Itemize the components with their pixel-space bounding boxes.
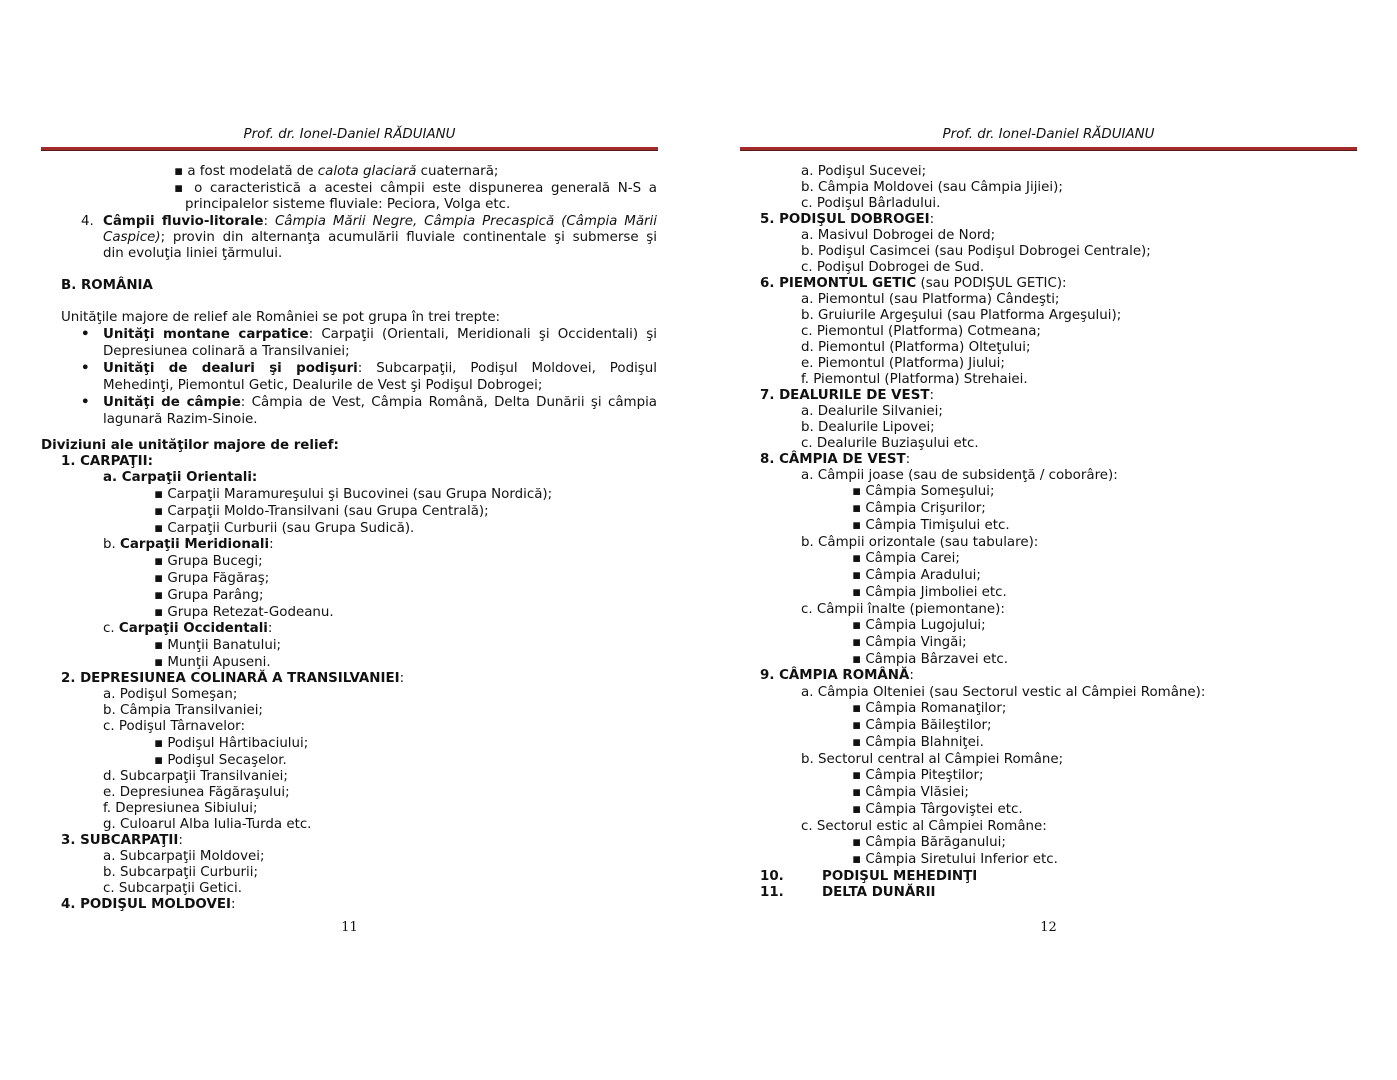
list-item: ▪ Grupa Retezat-Godeanu. <box>154 605 334 620</box>
d10-number: 10. <box>760 869 784 884</box>
list-item: ▪ Câmpia Jimboliei etc. <box>852 585 1007 600</box>
d2-title: 2. DEPRESIUNEA COLINARĂ A TRANSILVANIEI: <box>61 671 405 686</box>
list-item: c. Subcarpaţii Getici. <box>103 881 243 896</box>
list-item: d. Subcarpaţii Transilvaniei; <box>103 769 288 784</box>
d8b-title: b. Câmpii orizontale (sau tabulare): <box>801 535 1039 550</box>
step-2-line2: Mehedinţi, Piemontul Getic, Dealurile de Vest şi Podişul Dobrogei; <box>103 378 543 393</box>
list-item: ▪ Câmpia Crişurilor; <box>852 501 986 516</box>
d4-title: 4. PODIŞUL MOLDOVEI: <box>61 897 236 912</box>
list-item: ▪ Câmpia Lugojului; <box>852 618 986 633</box>
item4-number: 4. <box>81 214 94 229</box>
list-item: ▪ Podişul Secaşelor. <box>154 753 287 768</box>
item4-line1: Câmpii fluvio-litorale: Câmpia Mării Negre, Câmpia Precaspică (Câmpia Mării <box>103 214 657 229</box>
d9c-title: c. Sectorul estic al Câmpiei Române: <box>801 819 1047 834</box>
list-item: a. Podişul Sucevei; <box>801 164 927 179</box>
list-item: ▪ Câmpia Bârzavei etc. <box>852 652 1008 667</box>
list-item: b. Câmpia Transilvaniei; <box>103 703 263 718</box>
steps-intro: Unităţile majore de relief ale României se pot grupa în trei trepte: <box>61 310 501 325</box>
list-item: a. Podişul Someşan; <box>103 687 238 702</box>
list-item: b. Câmpia Moldovei (sau Câmpia Jijiei); <box>801 180 1063 195</box>
step-bullet: • <box>81 395 90 410</box>
intro-bullet-2: ▪ o caracteristică a acestei câmpii este dispunerea generală N-S a <box>174 181 657 196</box>
list-item: b. Gruiurile Argeşului (sau Platforma Argeşului); <box>801 308 1122 323</box>
page-number: 11 <box>341 920 358 935</box>
list-item: ▪ Câmpia Vlăsiei; <box>852 785 969 800</box>
list-item: ▪ Câmpia Piteştilor; <box>852 768 984 783</box>
item4-line3: din evoluţia liniei ţărmului. <box>103 246 283 261</box>
step-bullet: • <box>81 361 90 376</box>
d8-title: 8. CÂMPIA DE VEST: <box>760 452 911 467</box>
list-item: b. Subcarpaţii Curburii; <box>103 865 259 880</box>
d11-title: DELTA DUNĂRII <box>822 885 936 900</box>
d8a-title: a. Câmpii joase (sau de subsidenţă / coborâre): <box>801 468 1118 483</box>
step-3-line2: lagunară Razim-Sinoie. <box>103 412 258 427</box>
list-item: ▪ Câmpia Băileştilor; <box>852 718 992 733</box>
list-item: a. Piemontul (sau Platforma) Cândeşti; <box>801 292 1060 307</box>
list-item: ▪ Câmpia Carei; <box>852 551 960 566</box>
list-item: f. Piemontul (Platforma) Strehaiei. <box>801 372 1028 387</box>
d3-title: 3. SUBCARPAŢII: <box>61 833 183 848</box>
list-item: ▪ Grupa Bucegi; <box>154 554 263 569</box>
header-rule <box>41 147 658 151</box>
item4-line2: Caspice); provin din alternanţa acumulării fluviale continentale şi submerse şi <box>103 230 657 245</box>
list-item: a. Dealurile Silvaniei; <box>801 404 943 419</box>
list-item: c. Dealurile Buziaşului etc. <box>801 436 979 451</box>
d1a-title: a. Carpaţii Orientali: <box>103 470 258 485</box>
list-item: ▪ Podişul Hârtibaciului; <box>154 736 309 751</box>
list-item: ▪ Carpaţii Curburii (sau Grupa Sudică). <box>154 521 415 536</box>
header-rule <box>740 147 1357 151</box>
d9b-title: b. Sectorul central al Câmpiei Române; <box>801 752 1064 767</box>
list-item: ▪ Câmpia Blahniţei. <box>852 735 984 750</box>
section-b-title: B. ROMÂNIA <box>61 278 153 293</box>
list-item: c. Podişul Dobrogei de Sud. <box>801 260 985 275</box>
d1c-title: c. Carpaţii Occidentali: <box>103 621 273 636</box>
list-item: ▪ Carpaţii Moldo-Transilvani (sau Grupa Centrală); <box>154 504 489 519</box>
list-item: ▪ Carpaţii Maramureşului şi Bucovinei (sau Grupa Nordică); <box>154 487 553 502</box>
list-item: ▪ Câmpia Someşului; <box>852 484 995 499</box>
list-item: g. Culoarul Alba Iulia-Turda etc. <box>103 817 312 832</box>
d7-title: 7. DEALURILE DE VEST: <box>760 388 934 403</box>
page-right <box>740 0 1357 1080</box>
list-item: ▪ Câmpia Bărăganului; <box>852 835 1006 850</box>
page-header: Prof. dr. Ionel-Daniel RĂDUIANU <box>243 127 456 142</box>
page-left <box>41 0 658 1080</box>
step-1-line1: Unităţi montane carpatice: Carpaţii (Orientali, Meridionali şi Occidentali) şi <box>103 327 657 342</box>
list-item: f. Depresiunea Sibiului; <box>103 801 258 816</box>
d8c-title: c. Câmpii înalte (piemontane): <box>801 602 1005 617</box>
list-item: ▪ Câmpia Aradului; <box>852 568 981 583</box>
list-item: e. Depresiunea Făgăraşului; <box>103 785 290 800</box>
list-item: ▪ Câmpia Târgoviştei etc. <box>852 802 1023 817</box>
list-item: ▪ Grupa Făgăraş; <box>154 571 270 586</box>
list-item: d. Piemontul (Platforma) Olteţului; <box>801 340 1031 355</box>
d9-title: 9. CÂMPIA ROMÂNĂ: <box>760 668 914 683</box>
list-item: b. Dealurile Lipovei; <box>801 420 935 435</box>
list-item: e. Piemontul (Platforma) Jiului; <box>801 356 1005 371</box>
list-item: ▪ Grupa Parâng; <box>154 588 264 603</box>
intro-bullet-2-cont: principalelor sisteme fluviale: Peciora, Volga etc. <box>185 197 511 212</box>
step-1-line2: Depresiunea colinară a Transilvaniei; <box>103 344 350 359</box>
list-item: ▪ Câmpia Siretului Inferior etc. <box>852 852 1058 867</box>
d6-title: 6. PIEMONTUL GETIC (sau PODIŞUL GETIC): <box>760 276 1067 291</box>
page-header: Prof. dr. Ionel-Daniel RĂDUIANU <box>942 127 1155 142</box>
list-item: c. Podişul Bârladului. <box>801 196 941 211</box>
list-item: ▪ Câmpia Timişului etc. <box>852 518 1010 533</box>
intro-bullet-1: ▪ a fost modelată de calota glaciară cuaternară; <box>174 164 499 179</box>
list-item: ▪ Câmpia Vingăi; <box>852 635 967 650</box>
list-item: c. Piemontul (Platforma) Cotmeana; <box>801 324 1041 339</box>
list-item: ▪ Munţii Apuseni. <box>154 655 271 670</box>
d10-title: PODIŞUL MEHEDINŢI <box>822 869 978 884</box>
d1-title: 1. CARPAŢII: <box>61 454 153 469</box>
list-item: a. Subcarpaţii Moldovei; <box>103 849 265 864</box>
list-item: b. Podişul Casimcei (sau Podişul Dobrogei Centrale); <box>801 244 1151 259</box>
divisions-title: Diviziuni ale unităţilor majore de relief: <box>41 438 339 453</box>
d5-title: 5. PODIŞUL DOBROGEI: <box>760 212 935 227</box>
d9a-title: a. Câmpia Olteniei (sau Sectorul vestic al Câmpiei Române): <box>801 685 1206 700</box>
step-2-line1: Unităţi de dealuri şi podişuri: Subcarpaţii, Podişul Moldovei, Podişul <box>103 361 657 376</box>
list-item: ▪ Munţii Banatului; <box>154 638 282 653</box>
list-item: a. Masivul Dobrogei de Nord; <box>801 228 996 243</box>
list-item: c. Podişul Târnavelor: <box>103 719 245 734</box>
list-item: ▪ Câmpia Romanaţilor; <box>852 701 1007 716</box>
d1b-title: b. Carpaţii Meridionali: <box>103 537 274 552</box>
d11-number: 11. <box>760 885 784 900</box>
page-number: 12 <box>1040 920 1057 935</box>
step-3-line1: Unităţi de câmpie: Câmpia de Vest, Câmpia Română, Delta Dunării şi câmpia <box>103 395 657 410</box>
step-bullet: • <box>81 327 90 342</box>
